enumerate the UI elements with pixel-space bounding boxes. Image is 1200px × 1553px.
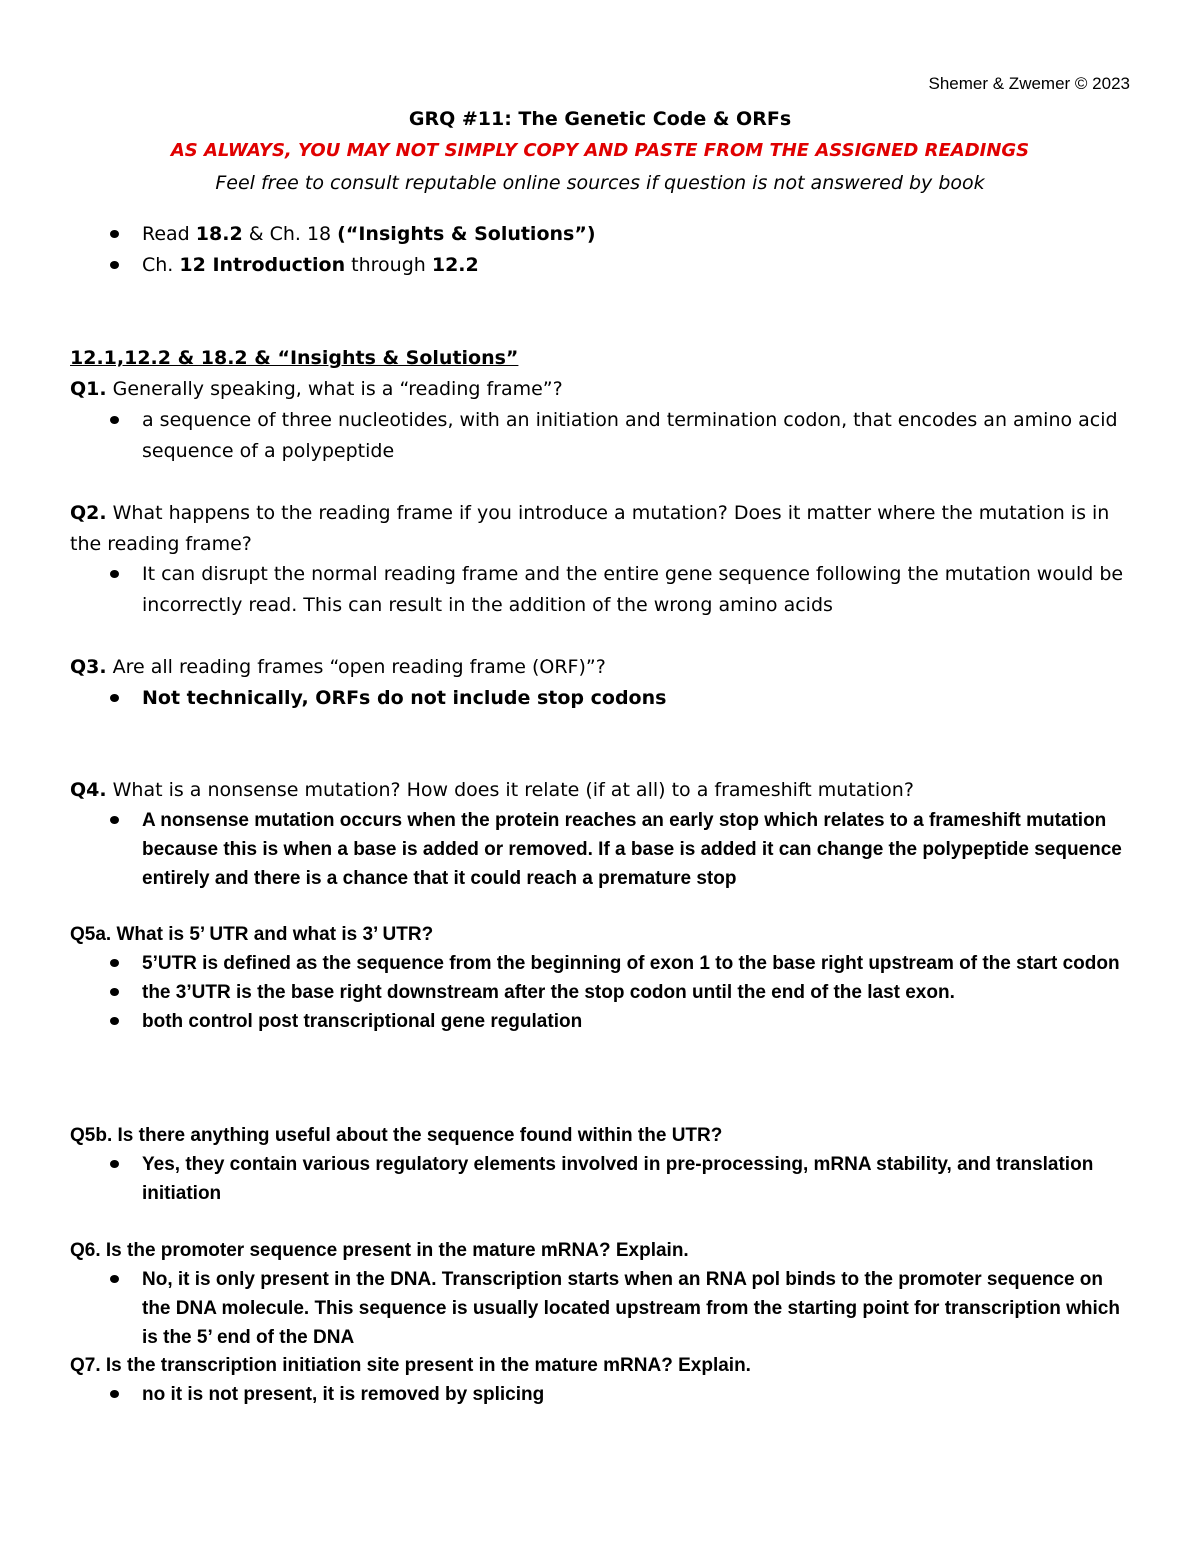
question-q4 bbox=[70, 775, 1130, 806]
answer-item: 5’UTR is defined as the sequence from the beginning of exon 1 to the base right upstream of the start codon bbox=[70, 949, 1130, 978]
reading-item bbox=[70, 219, 596, 250]
reading-text: Ch. bbox=[142, 254, 180, 276]
question-q7 bbox=[70, 1351, 1130, 1380]
reading-text: 12.2 bbox=[431, 254, 479, 276]
reading-text: Read bbox=[142, 223, 196, 245]
answers-q6 bbox=[70, 1265, 1130, 1352]
answers-q2 bbox=[70, 559, 1130, 621]
question-text: Generally speaking, what is a “reading frame”? bbox=[106, 378, 563, 400]
question-text: What happens to the reading frame if you introduce a mutation? Does it matter where the mutation is in the reading frame? bbox=[70, 502, 1110, 555]
question-text: Are all reading frames “open reading frame (ORF)”? bbox=[106, 656, 606, 678]
question-label: Q1. bbox=[70, 378, 107, 400]
question-label: Q5b. bbox=[70, 1125, 113, 1146]
answer-item: the 3’UTR is the base right downstream after the stop codon until the end of the last exon. bbox=[70, 978, 1130, 1007]
question-label: Q6. bbox=[70, 1240, 101, 1261]
reading-text: (“Insights & Solutions”) bbox=[337, 223, 596, 245]
answers-q5b bbox=[70, 1150, 1130, 1208]
question-text: What is a nonsense mutation? How does it relate (if at all) to a frameshift mutation? bbox=[106, 779, 914, 801]
question-q1 bbox=[70, 374, 1130, 405]
answer-item: no it is not present, it is removed by splicing bbox=[70, 1380, 1130, 1409]
copy-warning: AS ALWAYS, YOU MAY NOT SIMPLY COPY AND PASTE FROM THE ASSIGNED READINGS bbox=[170, 140, 1030, 161]
answers-q7 bbox=[70, 1380, 1130, 1409]
reading-text: 18.2 bbox=[195, 223, 243, 245]
page-title: GRQ #11: The Genetic Code & ORFs bbox=[408, 108, 792, 130]
answer-item: No, it is only present in the DNA. Transcription starts when an RNA pol binds to the promoter sequence on the DNA molecule. This sequence is usually located upstream from the starting point for transcription which is the 5’ end of the DNA bbox=[70, 1265, 1130, 1352]
answer-item: both control post transcriptional gene regulation bbox=[70, 1007, 1130, 1036]
question-text: Is the transcription initiation site present in the mature mRNA? Explain. bbox=[100, 1355, 751, 1376]
reading-list bbox=[70, 219, 596, 281]
answer-item: Yes, they contain various regulatory elements involved in pre-processing, mRNA stability, and translation initiation bbox=[70, 1150, 1130, 1208]
title-block bbox=[0, 103, 1200, 199]
answers-q3 bbox=[70, 683, 1130, 714]
question-label: Q2. bbox=[70, 502, 107, 524]
copyright-notice: Shemer & Zwemer © 2023 bbox=[928, 74, 1130, 93]
answer-item: Not technically, ORFs do not include stop codons bbox=[70, 683, 1130, 714]
question-q6 bbox=[70, 1236, 1130, 1265]
reading-text: through bbox=[345, 254, 432, 276]
question-label: Q5a bbox=[70, 924, 106, 945]
answers-q1 bbox=[70, 405, 1130, 467]
question-label: Q3. bbox=[70, 656, 107, 678]
question-label: Q4. bbox=[70, 779, 107, 801]
reading-text: 12 Introduction bbox=[179, 254, 346, 276]
answer-item: a sequence of three nucleotides, with an initiation and termination codon, that encodes an amino acid sequence of a polypeptide bbox=[70, 405, 1130, 467]
question-text: Is there anything useful about the sequence found within the UTR? bbox=[112, 1125, 723, 1146]
answers-q4 bbox=[70, 806, 1130, 893]
answer-item: A nonsense mutation occurs when the protein reaches an early stop which relates to a frameshift mutation because this is when a base is added or removed. If a base is added it can change the polypeptide sequence entirely and there is a chance that it could reach a premature stop bbox=[70, 806, 1130, 893]
question-text: . What is 5’ UTR and what is 3’ UTR? bbox=[105, 924, 434, 945]
question-q5a bbox=[70, 920, 1130, 949]
question-q2 bbox=[70, 498, 1130, 560]
section-heading: 12.1,12.2 & 18.2 & “Insights & Solutions” bbox=[70, 347, 519, 369]
reading-item bbox=[70, 250, 596, 281]
question-text: Is the promoter sequence present in the mature mRNA? Explain. bbox=[100, 1240, 689, 1261]
question-q3 bbox=[70, 652, 1130, 683]
reading-text: & Ch. 18 bbox=[242, 223, 338, 245]
question-q5b bbox=[70, 1121, 1130, 1150]
answer-item: It can disrupt the normal reading frame and the entire gene sequence following the mutation would be incorrectly read. This can result in the addition of the wrong amino acids bbox=[70, 559, 1130, 621]
sources-note: Feel free to consult reputable online sources if question is not answered by book bbox=[215, 172, 985, 194]
answers-q5a bbox=[70, 949, 1130, 1036]
question-label: Q7. bbox=[70, 1355, 101, 1376]
